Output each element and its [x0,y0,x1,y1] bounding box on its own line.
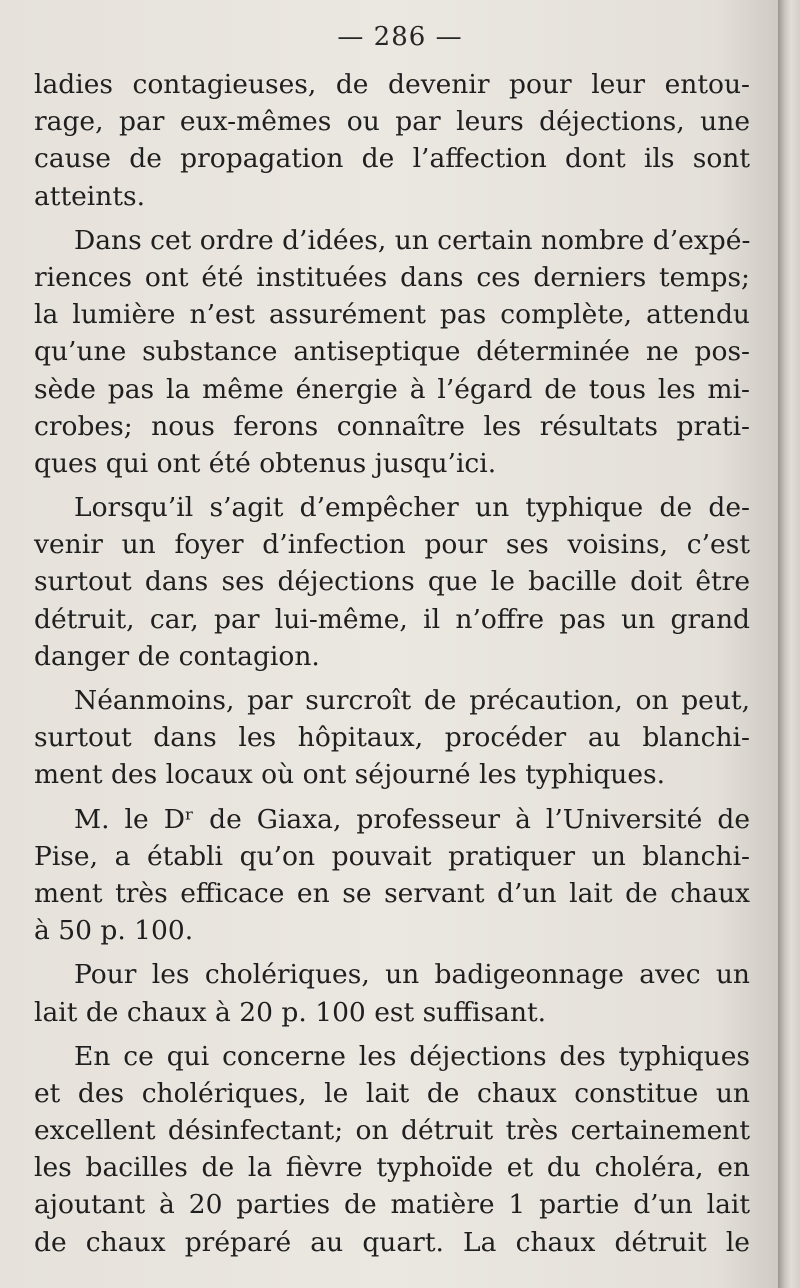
text-line: détruit, car, par lui-même, il n’offre pas un grand [34,603,750,635]
text-line: à 50 p. 100. [34,915,194,947]
text-line: Lorsqu’il s’agit d’empêcher un typhique de de- [74,492,750,524]
paragraph-7 [34,1038,750,1261]
text-line: surtout dans les hôpitaux, procéder au blanchi- [34,722,750,754]
paragraph-6 [34,956,750,1030]
page-edge [778,0,800,1288]
text-line: ques qui ont été obtenus jusqu’ici. [34,447,497,479]
page-number: — 286 — [337,22,463,52]
paragraph-4 [34,682,750,794]
text-line: En ce qui concerne les déjections des typhiques [74,1040,750,1072]
text-line: venir un foyer d’infection pour ses voisins, c’est [34,529,750,561]
text-line: ladies contagieuses, de devenir pour leur entou- [34,69,750,100]
text-line: ajoutant à 20 parties de matière 1 partie d’un lait [34,1189,750,1221]
text-line: danger de contagion. [34,640,320,672]
text-line: rage, par eux-mêmes ou par leurs déjections, une [34,106,750,138]
text-line: Néanmoins, par surcroît de précaution, on peut, [74,685,750,716]
paragraph-5 [34,801,750,950]
text-line: Pour les cholériques, un badigeonnage avec un [74,959,750,991]
text-line: les bacilles de la fièvre typhoïde et du choléra, en [34,1152,750,1184]
text-line: excellent désinfectant; on détruit très certainement [34,1115,750,1147]
text-line: ment très efficace en se servant d’un lait de chaux [34,877,750,909]
text-line: crobes; nous ferons connaître les résultats prati- [34,410,750,442]
body-text [34,66,750,1268]
text-line: riences ont été instituées dans ces derniers temps; [34,261,750,293]
paragraph-1 [34,66,750,215]
text-line: Pise, a établi qu’on pouvait pratiquer un blanchi- [34,840,750,872]
text-line: la lumière n’est assurément pas complète, attendu [34,299,750,331]
text-line: cause de propagation de l’affection dont ils sont [34,143,750,175]
text-line: qu’une substance antiseptique déterminée ne pos- [34,336,750,368]
paragraph-2 [34,222,750,482]
text-line: surtout dans ses déjections que le bacille doit être [34,566,750,598]
text-line: M. le Dʳ de Giaxa, professeur à l’Université de [74,803,750,835]
paragraph-3 [34,489,750,675]
text-line: de chaux préparé au quart. La chaux détruit le [34,1226,750,1258]
text-line: Dans cet ordre d’idées, un certain nombre d’expé- [74,224,751,256]
text-line: et des cholériques, le lait de chaux constitue un [34,1077,750,1109]
text-line: ment des locaux où ont séjourné les typhiques. [34,759,666,791]
text-line: atteints. [34,180,145,212]
text-line: sède pas la même énergie à l’égard de tous les mi- [34,373,750,405]
text-line: lait de chaux à 20 p. 100 est suffisant. [34,996,547,1028]
